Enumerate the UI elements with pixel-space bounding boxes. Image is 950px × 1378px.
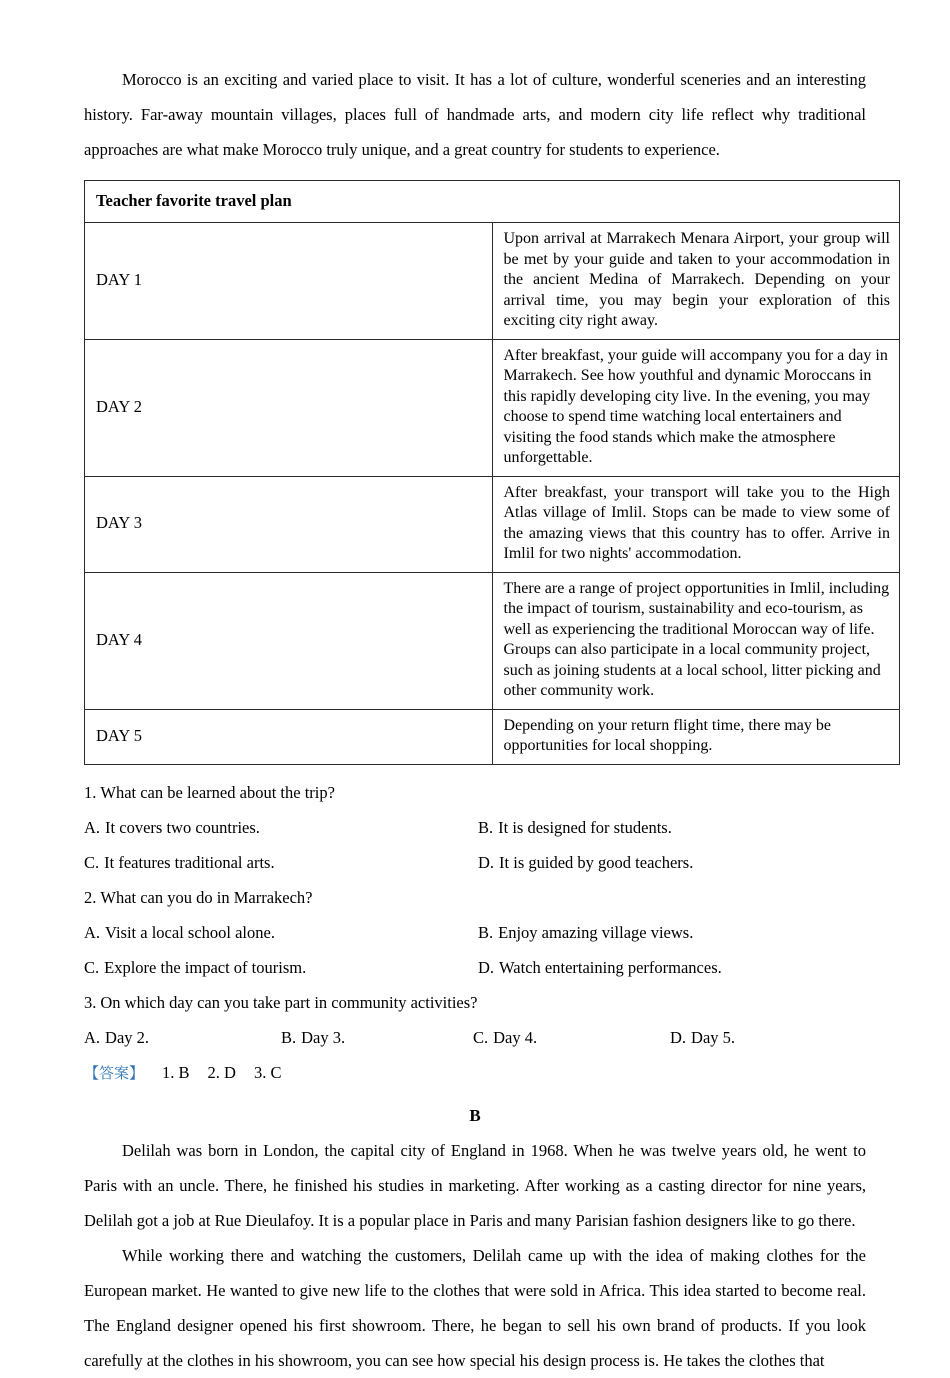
day-label: DAY 4 [85,572,493,709]
option-a[interactable] [84,915,275,950]
option-text: It is guided by good teachers. [499,852,694,872]
option-text: Watch entertaining performances. [499,957,722,977]
day-label: DAY 5 [85,709,493,764]
question-2-options-row-2 [84,950,866,985]
option-b[interactable] [281,1020,345,1055]
answer-item-1: 1. B [162,1062,190,1082]
table-row [85,476,900,572]
option-label: D. [478,852,495,872]
option-text: Visit a local school alone. [105,922,275,942]
option-c[interactable] [84,950,306,985]
option-b[interactable] [478,915,693,950]
question-1-options-row-2 [84,845,866,880]
option-label: C. [84,852,100,872]
option-text: It covers two countries. [105,817,260,837]
day-label: DAY 1 [85,223,493,340]
option-label: A. [84,1027,101,1047]
option-text: Day 2. [105,1027,150,1047]
passage-b-paragraph-1: Delilah was born in London, the capital city of England in 1968. When he was twelve years old, he went to Paris with an uncle. There, he finished his studies in marketing. After working as a casting director for nine years, Delilah got a job at Rue Dieulafoy. It is a popular place in Paris and many Parisian fashion designers like to go there. [84,1140,866,1230]
option-text: Day 4. [493,1027,538,1047]
option-text: Enjoy amazing village views. [498,922,694,942]
table-row [85,223,900,340]
table-row [85,572,900,709]
option-label: B. [478,817,494,837]
option-c[interactable] [473,1020,537,1055]
question-3-options-row [84,1020,866,1055]
question-number: 3. [84,992,97,1012]
option-d[interactable] [478,950,722,985]
question-1-options-row-1 [84,810,866,845]
option-label: A. [84,817,101,837]
answer-key-line [84,1055,866,1091]
travel-plan-table [84,180,900,765]
day-description: Depending on your return flight time, there may be opportunities for local shopping. [492,709,900,764]
option-label: D. [670,1027,687,1047]
table-header-row [85,181,900,223]
question-text: What can be learned about the trip? [100,782,335,802]
day-label: DAY 2 [85,339,493,476]
passage-b-heading: B [469,1105,481,1125]
passage-b-paragraph-2: While working there and watching the customers, Delilah came up with the idea of making clothes for the European market. He wanted to give new life to the clothes that were sold in Africa. This idea started to become real. The England designer opened his first showroom. There, he began to sell his own brand of products. If you look carefully at the clothes in his showroom, you can see how special his design process is. He takes the clothes that [84,1245,866,1370]
question-number: 2. [84,887,97,907]
day-description: There are a range of project opportunities in Imlil, including the impact of tourism, sustainability and eco-tourism, as well as experiencing the traditional Moroccan way of life. Groups can also participate in a local community project, such as joining students at a local school, litter picking and other community work. [492,572,900,709]
answer-item-2: 2. D [207,1062,236,1082]
table-header-title: Teacher favorite travel plan [85,181,900,223]
option-text: Day 5. [691,1027,736,1047]
question-text: What can you do in Marrakech? [100,887,313,907]
option-d[interactable] [478,845,693,880]
answer-key-tag: 【答案】 [84,1063,145,1082]
answer-item-3: 3. C [253,1062,282,1082]
question-number: 1. [84,782,97,802]
question-text: On which day can you take part in community activities? [100,992,478,1012]
option-text: Explore the impact of tourism. [104,957,307,977]
option-label: C. [84,957,100,977]
option-label: B. [478,922,494,942]
option-text: It features traditional arts. [104,852,275,872]
question-2-stem [84,880,866,915]
option-label: A. [84,922,101,942]
option-a[interactable] [84,810,260,845]
page-content [84,62,890,1378]
option-a[interactable] [84,1020,149,1055]
option-d[interactable] [670,1020,735,1055]
option-text: Day 3. [301,1027,346,1047]
question-3-stem [84,985,866,1020]
day-label: DAY 3 [85,476,493,572]
option-b[interactable] [478,810,672,845]
day-description: Upon arrival at Marrakech Menara Airport, your group will be met by your guide and taken to your accommodation in the ancient Medina of Marrakech. Depending on your arrival time, you may begin your exploration of this exciting city right away. [492,223,900,340]
option-label: C. [473,1027,489,1047]
table-row [85,339,900,476]
question-1-stem [84,775,866,810]
question-2-options-row-1 [84,915,866,950]
questions-section [84,775,866,1091]
option-label: D. [478,957,495,977]
option-text: It is designed for students. [498,817,672,837]
option-c[interactable] [84,845,275,880]
option-label: B. [281,1027,297,1047]
passage-a-intro-paragraph: Morocco is an exciting and varied place to visit. It has a lot of culture, wonderful sceneries and an interesting history. Far-away mountain villages, places full of handmade arts, and modern city life reflect why traditional approaches are what make Morocco truly unique, and a great country for students to experience. [84,70,866,159]
table-row [85,709,900,764]
day-description: After breakfast, your transport will take you to the High Atlas village of Imlil. Stops can be made to view some of the amazing views that this country has to offer. Arrive in Imlil for two nights' accommodation. [492,476,900,572]
day-description: After breakfast, your guide will accompany you for a day in Marrakech. See how youthful and dynamic Moroccans in this rapidly developing city live. In the evening, you may choose to spend time watching local entertainers and visiting the food stands which make the atmosphere unforgettable. [492,339,900,476]
